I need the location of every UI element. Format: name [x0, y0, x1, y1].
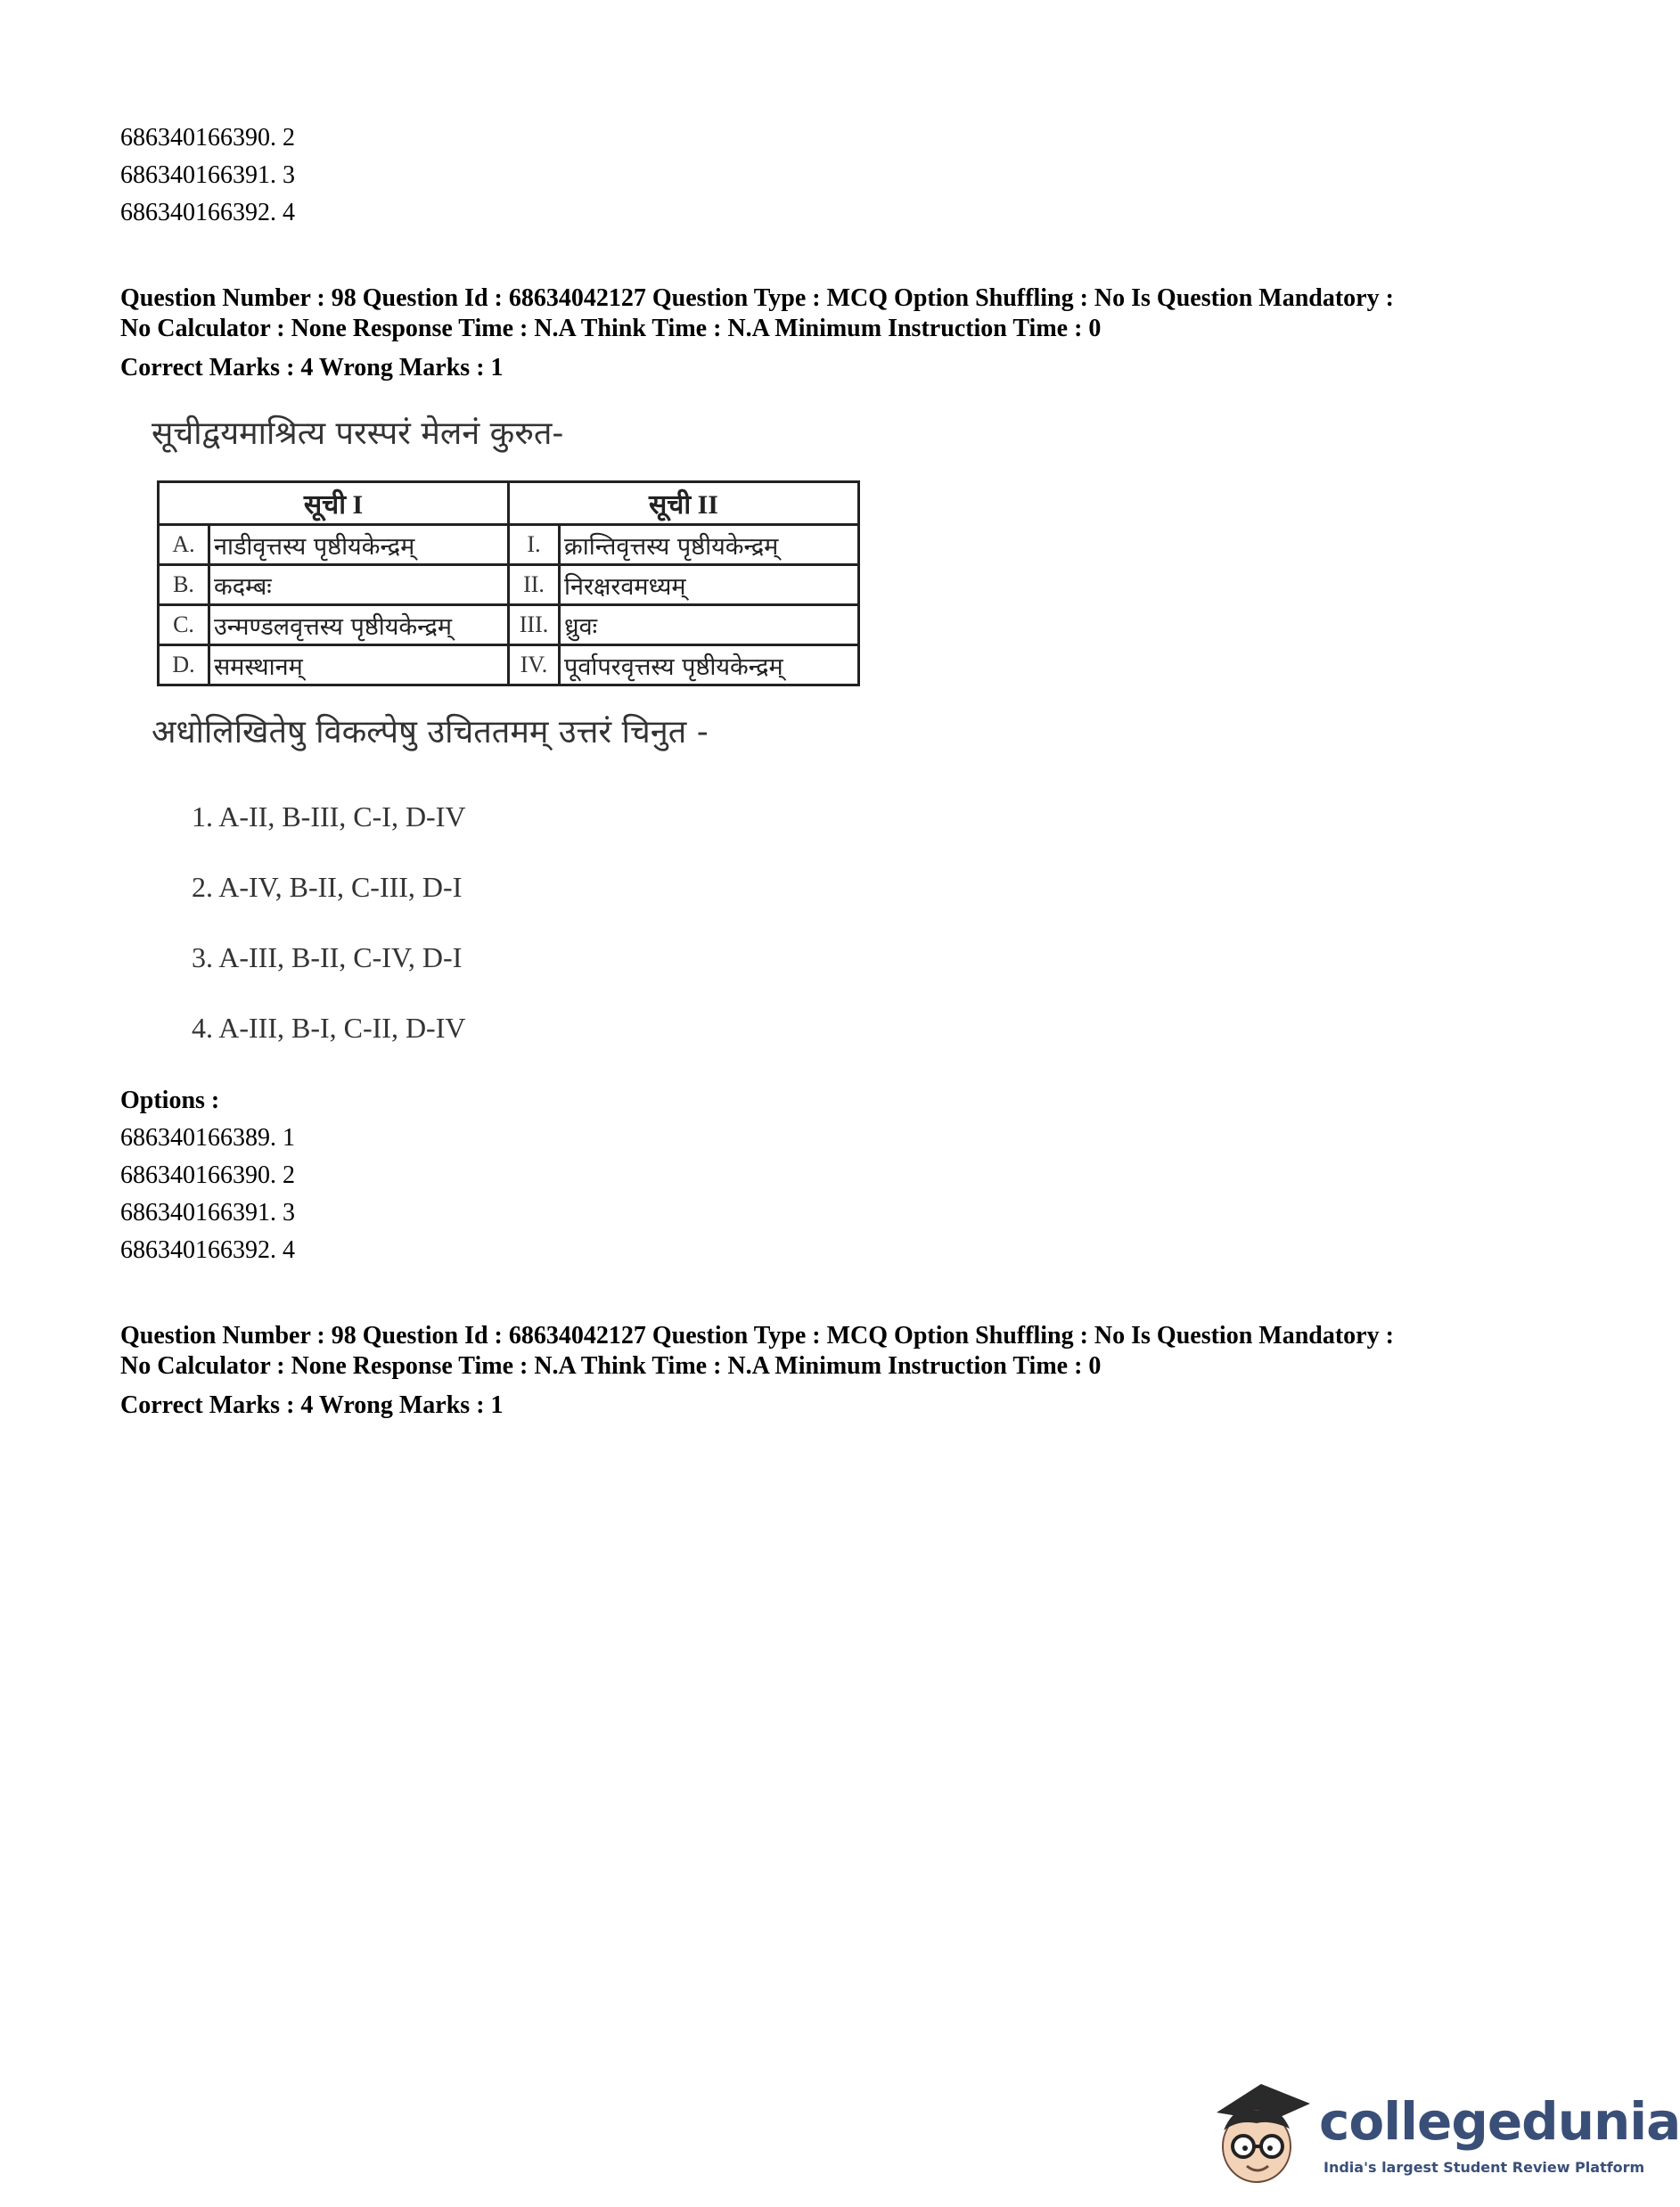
table-row	[159, 565, 859, 605]
answer-choice: 2. A-IV, B-II, C-III, D-I	[192, 871, 463, 903]
list-2-value: पूर्वापरवृत्तस्य पृष्ठीयकेन्द्रम्	[560, 645, 859, 685]
list-1-key: A.	[159, 525, 209, 565]
answer-choice: 1. A-II, B-III, C-I, D-IV	[192, 800, 466, 833]
logo-brand: collegedunia	[1319, 2091, 1680, 2152]
question-marks: Correct Marks : 4 Wrong Marks : 1	[120, 1391, 504, 1419]
list-2-header: सूची II	[509, 482, 859, 525]
question-meta-line1: Question Number : 98 Question Id : 68634042127 Question Type : MCQ Option Shuffling : No Is Question Mandatory :	[120, 1322, 1394, 1350]
question-meta-line1: Question Number : 98 Question Id : 68634042127 Question Type : MCQ Option Shuffling : No Is Question Mandatory :	[120, 284, 1394, 312]
question-prompt: अधोलिखितेषु विकल्पेषु उचिततमम् उत्तरं चिनुत -	[152, 714, 709, 751]
list-1-value: नाडीवृत्तस्य पृष्ठीयकेन्द्रम्	[209, 525, 509, 565]
option-line: 686340166391. 3	[120, 161, 295, 189]
list-2-key: II.	[509, 565, 560, 605]
list-1-header: सूची I	[159, 482, 509, 525]
list-2-value: निरक्षरवमध्यम्	[560, 565, 859, 605]
list-1-key: C.	[159, 605, 209, 645]
list-1-value: कदम्बः	[209, 565, 509, 605]
table-row	[159, 645, 859, 685]
collegedunia-logo	[1208, 2077, 1680, 2193]
option-line: 686340166389. 1	[120, 1124, 295, 1152]
question-meta-line2: No Calculator : None Response Time : N.A Think Time : N.A Minimum Instruction Time : 0	[120, 1352, 1102, 1380]
list-1-value: उन्मण्डलवृत्तस्य पृष्ठीयकेन्द्रम्	[209, 605, 509, 645]
match-table	[157, 480, 860, 686]
list-2-value: क्रान्तिवृत्तस्य पृष्ठीयकेन्द्रम्	[560, 525, 859, 565]
answer-choice: 3. A-III, B-II, C-IV, D-I	[192, 941, 463, 973]
list-1-key: B.	[159, 565, 209, 605]
option-line: 686340166390. 2	[120, 124, 295, 152]
mascot-icon	[1208, 2077, 1315, 2193]
list-1-key: D.	[159, 645, 209, 685]
options-label: Options :	[120, 1087, 220, 1114]
list-2-key: III.	[509, 605, 560, 645]
question-body	[152, 414, 865, 752]
list-2-key: IV.	[509, 645, 560, 685]
logo-tagline: India's largest Student Review Platform	[1324, 2159, 1645, 2176]
option-line: 686340166392. 4	[120, 199, 295, 226]
list-1-value: समस्थानम्	[209, 645, 509, 685]
list-2-value: ध्रुवः	[560, 605, 859, 645]
list-2-key: I.	[509, 525, 560, 565]
answer-choice: 4. A-III, B-I, C-II, D-IV	[192, 1012, 466, 1044]
table-row	[159, 605, 859, 645]
option-line: 686340166392. 4	[120, 1236, 295, 1264]
option-line: 686340166391. 3	[120, 1199, 295, 1227]
question-marks: Correct Marks : 4 Wrong Marks : 1	[120, 354, 504, 382]
table-row	[159, 525, 859, 565]
question-meta-line2: No Calculator : None Response Time : N.A Think Time : N.A Minimum Instruction Time : 0	[120, 315, 1102, 342]
question-instruction: सूचीद्वयमाश्रित्य परस्परं मेलनं कुरुत-	[152, 415, 564, 452]
option-line: 686340166390. 2	[120, 1161, 295, 1189]
